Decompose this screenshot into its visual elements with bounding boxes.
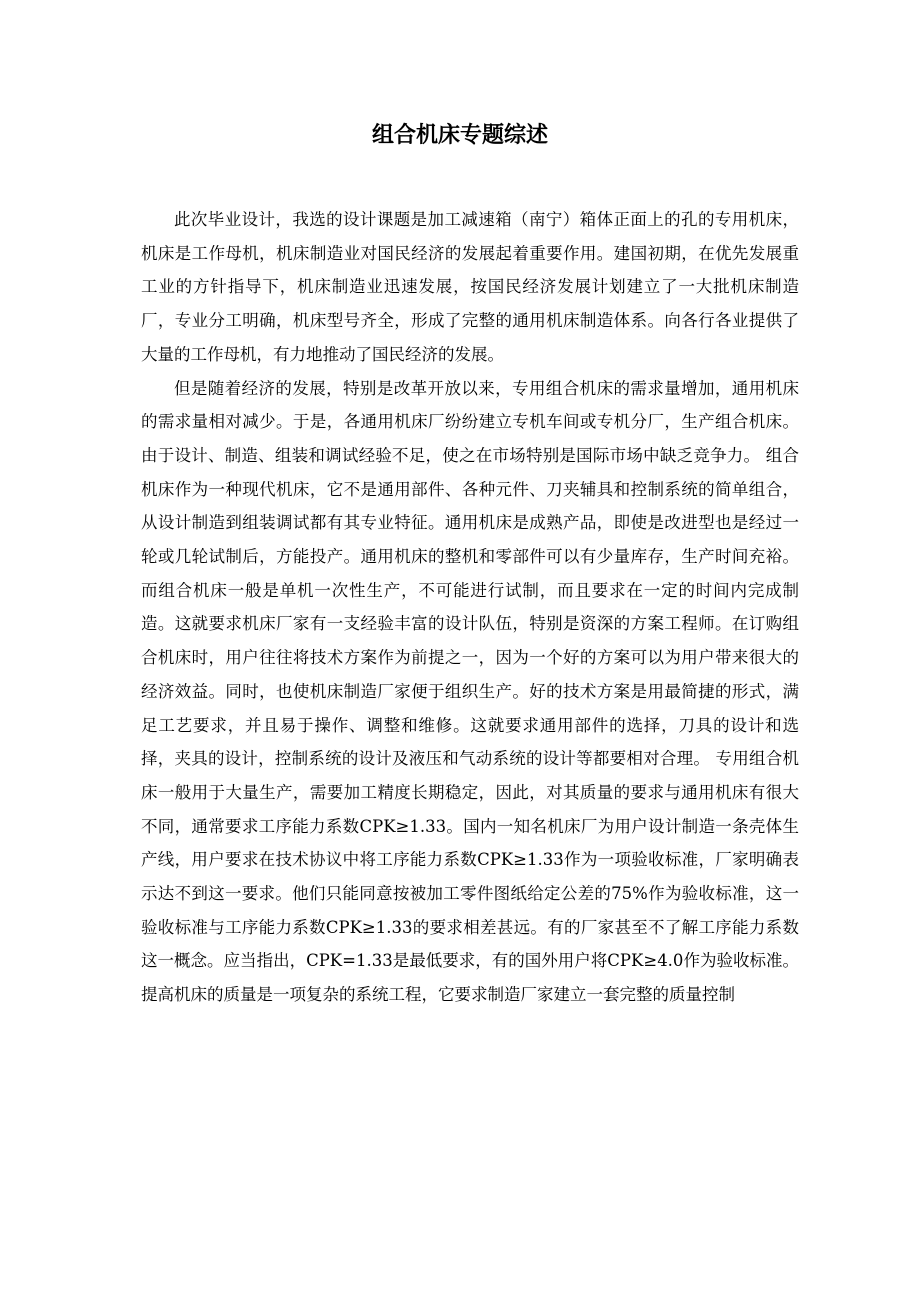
document-title: 组合机床专题综述: [371, 123, 548, 148]
paragraph-1: 此次毕业设计，我选的设计课题是加工减速箱（南宁）箱体正面上的孔的专用机床，机床是工作母机，机床制造业对国民经济的发展起着重要作用。建国初期，在优先发展重工业的方针指导下，机床制造业迅速发展，按国民经济发展计划建立了一大批机床制造厂，专业分工明确，机床型号齐全，形成了完整的通用机床制造体系。向各行各业提供了大量的工作母机，有力地推动了国民经济的发展。: [141, 210, 799, 364]
document-body: [141, 203, 799, 1012]
paragraph-2: 但是随着经济的发展，特别是改革开放以来，专用组合机床的需求量增加，通用机床的需求量相对减少。于是，各通用机床厂纷纷建立专机车间或专机分厂，生产组合机床。由于设计、制造、组装和调试经验不足，使之在市场特别是国际市场中缺乏竞争力。 组合机床作为一种现代机床，它不是通用部件、各种元件、刀夹辅具和控制系统的简单组合，从设计制造到组装调试都有其专业特征。通用机床是成熟产品，即使是改进型也是经过一轮或几轮试制后，方能投产。通用机床的整机和零部件可以有少量库存，生产时间充裕。而组合机床一般是单机一次性生产，不可能进行试制，而且要求在一定的时间内完成制造。这就要求机床厂家有一支经验丰富的设计队伍，特别是资深的方案工程师。在订购组合机床时，用户往往将技术方案作为前提之一，因为一个好的方案可以为用户带来很大的经济效益。同时，也使机床制造厂家便于组织生产。好的技术方案是用最简捷的形式，满足工艺要求，并且易于操作、调整和维修。这就要求通用部件的选择，刀具的设计和选择，夹具的设计，控制系统的设计及液压和气动系统的设计等都要相对合理。 专用组合机床一般用于大量生产，需要加工精度长期稳定，因此，对其质量的要求与通用机床有很大不同，通常要求工序能力系数CPK≥1.33。国内一知名机床厂为用户设计制造一条壳体生产线，用户要求在技术协议中将工序能力系数CPK≥1.33作为一项验收标准，厂家明确表示达不到这一要求。他们只能同意按被加工零件图纸给定公差的75%作为验收标准，这一验收标准与工序能力系数CPK≥1.33的要求相差甚远。有的厂家甚至不了解工序能力系数这一概念。应当指出，CPK=1.33是最低要求，有的国外用户将CPK≥4.0作为验收标准。提高机床的质量是一项复杂的系统工程，它要求制造厂家建立一套完整的质量控制: [141, 378, 799, 1005]
